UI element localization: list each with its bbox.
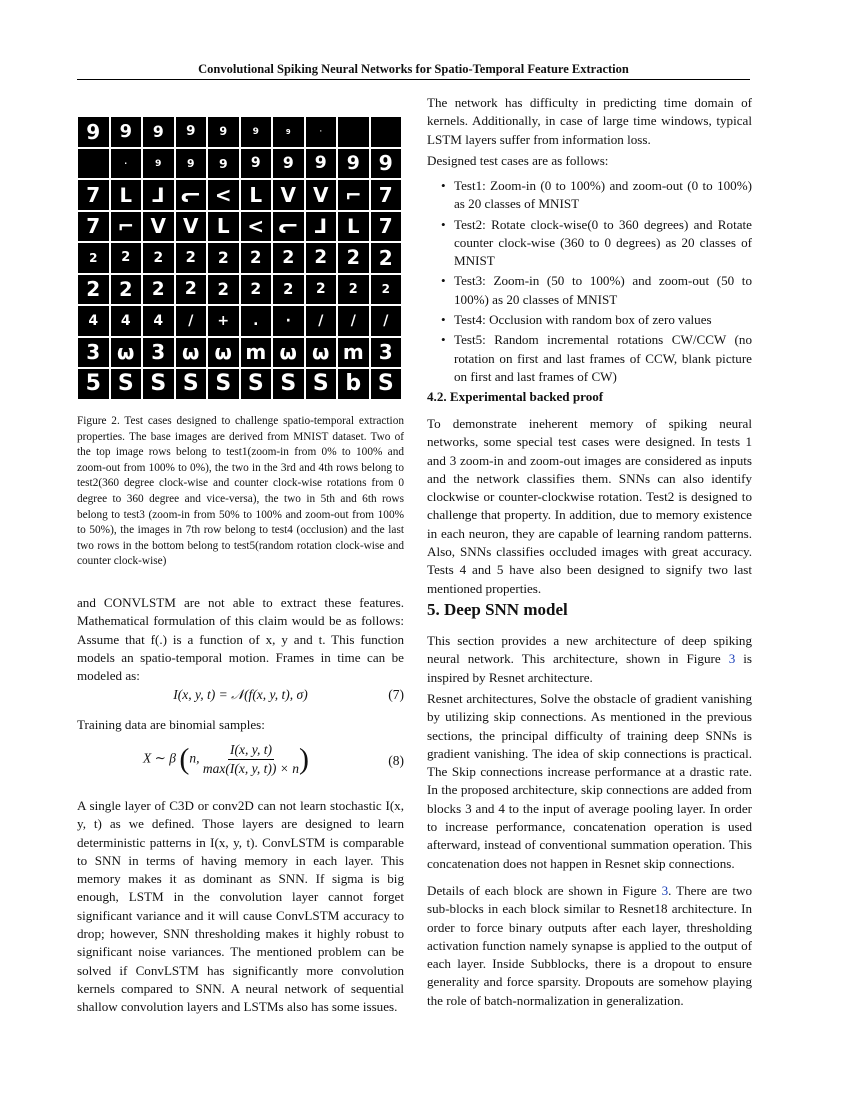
mnist-frame-image: 4	[78, 306, 109, 336]
mnist-frame-image: S	[241, 369, 272, 399]
mnist-frame-image: ⌐	[338, 180, 369, 210]
mnist-frame-image: 4	[111, 306, 142, 336]
mnist-frame-image: 2	[208, 275, 239, 305]
mnist-frame-image: 7	[371, 212, 402, 242]
mnist-frame-image: S	[273, 369, 304, 399]
mnist-frame-image: S	[306, 369, 337, 399]
figure-3-link[interactable]: 3	[661, 883, 669, 898]
mnist-frame-image: ᒧ	[306, 212, 337, 242]
left-paragraph-2	[77, 716, 404, 734]
mnist-frame-image: 2	[78, 243, 109, 273]
equation-8-number: (8)	[388, 753, 404, 768]
mnist-frame-image: ·	[111, 149, 142, 179]
equation-8-lhs: X ∼ β	[143, 750, 177, 766]
list-item: • Test2: Rotate clock-wise(0 to 360 degrees) and Rotate counter clock-wise (360 to 0 degrees) as 20 classes of MNIST	[427, 216, 752, 271]
mnist-frame-image: 9	[143, 117, 174, 147]
mnist-frame-image: 9	[143, 149, 174, 179]
figure-image-row	[78, 306, 401, 336]
right-paragraph-1	[427, 94, 752, 149]
running-title: Convolutional Spiking Neural Networks for Spatio-Temporal Feature Extraction	[198, 62, 629, 76]
mnist-frame-image: <	[241, 212, 272, 242]
mnist-frame-image: 5	[78, 369, 109, 399]
paragraph-text: Resnet architectures, Solve the obstacle of gradient vanishing by utilizing skip connections. As mentioned in the previous sections, the principal difficulty of training deep SNNs is gradient vanishing. The idea of skip connections is practical. The Skip connections increase performance at a drastic rate. In the proposed architecture, skip connections are added from blocks 3 and 4 to the input of average pooling layer. In order to increase performance, concatenation operation is used afterward, instead of conventional summation operation. This concatenation does not happen in Resnet skip connections.	[427, 691, 752, 871]
mnist-frame-image: 2	[371, 243, 402, 273]
mnist-frame-image: 2	[143, 243, 174, 273]
mnist-frame-image: 9	[241, 117, 272, 147]
mnist-frame-image: 2	[338, 243, 369, 273]
mnist-frame-image: 2	[111, 243, 142, 273]
figure-2-image-grid	[78, 117, 401, 399]
mnist-frame-image: ᒪ	[111, 180, 142, 210]
mnist-frame-image: V	[143, 212, 174, 242]
mnist-frame-image: V	[176, 212, 207, 242]
mnist-frame-image: 2	[241, 243, 272, 273]
right-paragraph-5	[427, 690, 752, 873]
figure-image-row	[78, 149, 401, 179]
list-item: • Test5: Random incremental rotations CW/CCW (no rotation on first and last frames of CCW, blank picture on first and last frames of CW)	[427, 331, 752, 386]
mnist-frame-image: L	[241, 180, 272, 210]
figure-image-row	[78, 338, 401, 368]
list-item: • Test3: Zoom-in (50 to 100%) and zoom-out (50 to 100%) as 20 classes of MNIST	[427, 272, 752, 309]
mnist-frame-image: ω	[273, 338, 304, 368]
paragraph-text: is inspired by Resnet architecture.	[427, 651, 752, 685]
mnist-frame-image: 9	[208, 149, 239, 179]
mnist-frame-image: S	[111, 369, 142, 399]
mnist-frame-image	[78, 149, 109, 179]
equation-7	[77, 687, 404, 703]
mnist-frame-image: ᒪ	[338, 212, 369, 242]
mnist-frame-image: 2	[176, 275, 207, 305]
mnist-frame-image: S	[208, 369, 239, 399]
mnist-frame-image: m	[338, 338, 369, 368]
equation-8-denominator: max(I(x, y, t)) × n	[202, 761, 299, 776]
figure-2-caption: Figure 2. Test cases designed to challenge spatio-temporal extraction properties. The base images are derived from MNIST dataset. Two of the top image rows belong to test1(zoom-in from 0% to 100% and zoom-out from 100% to 0%), the two in the 3rd and 4th rows belong to test2(360 degree clock-wise and counter clock-wise rotations from 0 degree to 360 degree and vice-versa), the two in 5th and 6th rows belong to test3 (zoom-in from 50% to 100% and zoom-out from 100% to 50%), the images in 7th row belong to test4 (occlusion) and the last two rows in the bottom belong to test5(random rotation clock-wise and counter clock-wise)	[77, 415, 404, 568]
mnist-frame-image: ω	[176, 338, 207, 368]
paragraph-text: Designed test cases are as follows:	[427, 153, 609, 168]
mnist-frame-image: ω	[208, 338, 239, 368]
mnist-frame-image: 9	[241, 149, 272, 179]
paragraph-text: and CONVLSTM are not able to extract these features. Mathematical formulation of this claim would be as follows: Assume that f(.) is a function of x, y and t. This function models an spatio-temporal motion. Frames in time can be modeled as:	[77, 595, 404, 684]
section-5-heading: 5. Deep SNN model	[427, 600, 568, 619]
mnist-frame-image: 9	[338, 149, 369, 179]
mnist-frame-image: ⌐	[111, 212, 142, 242]
equation-7-expression: I(x, y, t) = 𝒩(f(x, y, t), σ)	[173, 687, 308, 702]
mnist-frame-image: <	[208, 180, 239, 210]
mnist-frame-image: ᓕ	[273, 212, 304, 242]
mnist-frame-image: 9	[111, 117, 142, 147]
right-paragraph-3	[427, 415, 752, 598]
right-paragraph-2	[427, 152, 752, 170]
equation-8-fraction	[203, 742, 299, 777]
mnist-frame-image: 2	[241, 275, 272, 305]
paragraph-text: The network has difficulty in predicting time domain of kernels. Additionally, in case of large time windows, typical LSTM layers suffer from information loss.	[427, 95, 752, 147]
mnist-frame-image: 3	[371, 338, 402, 368]
mnist-frame-image: 7	[78, 180, 109, 210]
mnist-frame-image: 2	[273, 275, 304, 305]
mnist-frame-image: 3	[143, 338, 174, 368]
mnist-frame-image: ω	[111, 338, 142, 368]
mnist-frame-image: 2	[78, 275, 109, 305]
mnist-frame-image: 4	[143, 306, 174, 336]
figure-3-link[interactable]: 3	[728, 651, 736, 667]
mnist-frame-image: S	[143, 369, 174, 399]
mnist-frame-image: 3	[78, 338, 109, 368]
list-item: • Test1: Zoom-in (0 to 100%) and zoom-out (0 to 100%) as 20 classes of MNIST	[427, 177, 752, 214]
equation-8-close-paren: )	[299, 742, 309, 776]
mnist-frame-image: 9	[273, 149, 304, 179]
left-paragraph-3	[77, 797, 404, 1017]
mnist-frame-image: /	[371, 306, 402, 336]
mnist-frame-image: 2	[338, 275, 369, 305]
mnist-frame-image: 2	[306, 243, 337, 273]
mnist-frame-image: 2	[176, 243, 207, 273]
mnist-frame-image: L	[208, 212, 239, 242]
paragraph-text: A single layer of C3D or conv2D can not learn stochastic I(x, y, t) as we defined. Those layers are designed to learn deterministic patterns in I(x, y, t). ConvLSTM is comparable to SNN in terms of having memory in each layer. This memory makes it as dominant as SNN. If sigma is big enough, LSTM in the convolution layer cannot forget significant variance and it will cause ConvLSTM accuracy to drop; however, SNN thresholding makes it highly robust to significant noise variances. The mentioned problem can be solved if ConvLSTM has significantly more convolution kernels compared to SNN. A neural network of sequential shallow convolution layers and LSTMs also has some issues.	[77, 798, 404, 1015]
figure-image-row	[78, 275, 401, 305]
mnist-frame-image: 2	[208, 243, 239, 273]
figure-image-row	[78, 117, 401, 147]
figure-image-row	[78, 243, 401, 273]
equation-8-n: n,	[189, 750, 200, 766]
mnist-frame-image: +	[208, 306, 239, 336]
equation-7-number: (7)	[388, 687, 404, 702]
mnist-frame-image: 9	[371, 149, 402, 179]
paragraph-text: To demonstrate ineherent memory of spiking neural networks, some special test cases were designed. In tests 1 and 3 zoom-in and zoom-out images are considered as inputs and the network classifies them. SNNs can also identify clockwise or counter-clockwise rotation. Test2 is designed to challenge that property. In addition, due to memory existence in each neuron, they are capable of learning random patterns. Also, SNNs classifies occluded images with great accuracy. Tests 4 and 5 have also been designed to signify two last mentioned properties.	[427, 416, 752, 596]
paragraph-text: This section provides a new architecture of deep spiking neural network. This architecture, shown in Figure	[427, 633, 752, 667]
mnist-frame-image: 7	[78, 212, 109, 242]
list-item: • Test4: Occlusion with random box of zero values	[427, 311, 752, 329]
mnist-frame-image: 9	[176, 149, 207, 179]
paragraph-text: . There are two sub-blocks in each block similar to Resnet18 architecture. In order to force binary outputs after each layer, thresholding activation function namely synapse is applied to the output of each layer. Inside Subblocks, there is a dropout to ensure generality and force sparsity. Dropouts are somehow playing the role of batch-normalization in generalization.	[427, 883, 752, 1008]
mnist-frame-image: b	[338, 369, 369, 399]
header-rule	[77, 79, 750, 80]
equation-8-numerator: I(x, y, t)	[228, 742, 274, 760]
equation-8	[77, 740, 404, 780]
equation-8-open-paren: (	[179, 742, 190, 776]
mnist-frame-image: 2	[111, 275, 142, 305]
mnist-frame-image: .	[241, 306, 272, 336]
paragraph-text: Details of each block are shown in Figure	[427, 883, 662, 898]
mnist-frame-image: 9	[306, 149, 337, 179]
mnist-frame-image: V	[273, 180, 304, 210]
mnist-frame-image: ω	[306, 338, 337, 368]
mnist-frame-image: 2	[143, 275, 174, 305]
right-paragraph-6	[427, 882, 752, 1010]
figure-image-row	[78, 180, 401, 210]
mnist-frame-image: ·	[306, 117, 337, 147]
mnist-frame-image: 2	[273, 243, 304, 273]
mnist-frame-image: ·	[273, 306, 304, 336]
mnist-frame-image: ᓕ	[176, 180, 207, 210]
mnist-frame-image: /	[338, 306, 369, 336]
mnist-frame-image: 7	[371, 180, 402, 210]
test-case-list	[427, 177, 752, 386]
left-paragraph-1	[77, 594, 404, 685]
mnist-frame-image: 2	[371, 275, 402, 305]
section-4-2-heading: 4.2. Experimental backed proof	[427, 389, 604, 404]
mnist-frame-image: ᒧ	[143, 180, 174, 210]
mnist-frame-image: 9	[273, 117, 304, 147]
paragraph-text: Training data are binomial samples:	[77, 717, 265, 732]
mnist-frame-image: m	[241, 338, 272, 368]
mnist-frame-image: V	[306, 180, 337, 210]
mnist-frame-image	[371, 117, 402, 147]
mnist-frame-image: S	[176, 369, 207, 399]
mnist-frame-image: 9	[78, 117, 109, 147]
figure-image-row	[78, 212, 401, 242]
mnist-frame-image: /	[306, 306, 337, 336]
figure-image-row	[78, 369, 401, 399]
mnist-frame-image: 2	[306, 275, 337, 305]
right-paragraph-4	[427, 632, 752, 687]
mnist-frame-image: S	[371, 369, 402, 399]
mnist-frame-image: 9	[208, 117, 239, 147]
mnist-frame-image	[338, 117, 369, 147]
mnist-frame-image: 9	[176, 117, 207, 147]
mnist-frame-image: /	[176, 306, 207, 336]
